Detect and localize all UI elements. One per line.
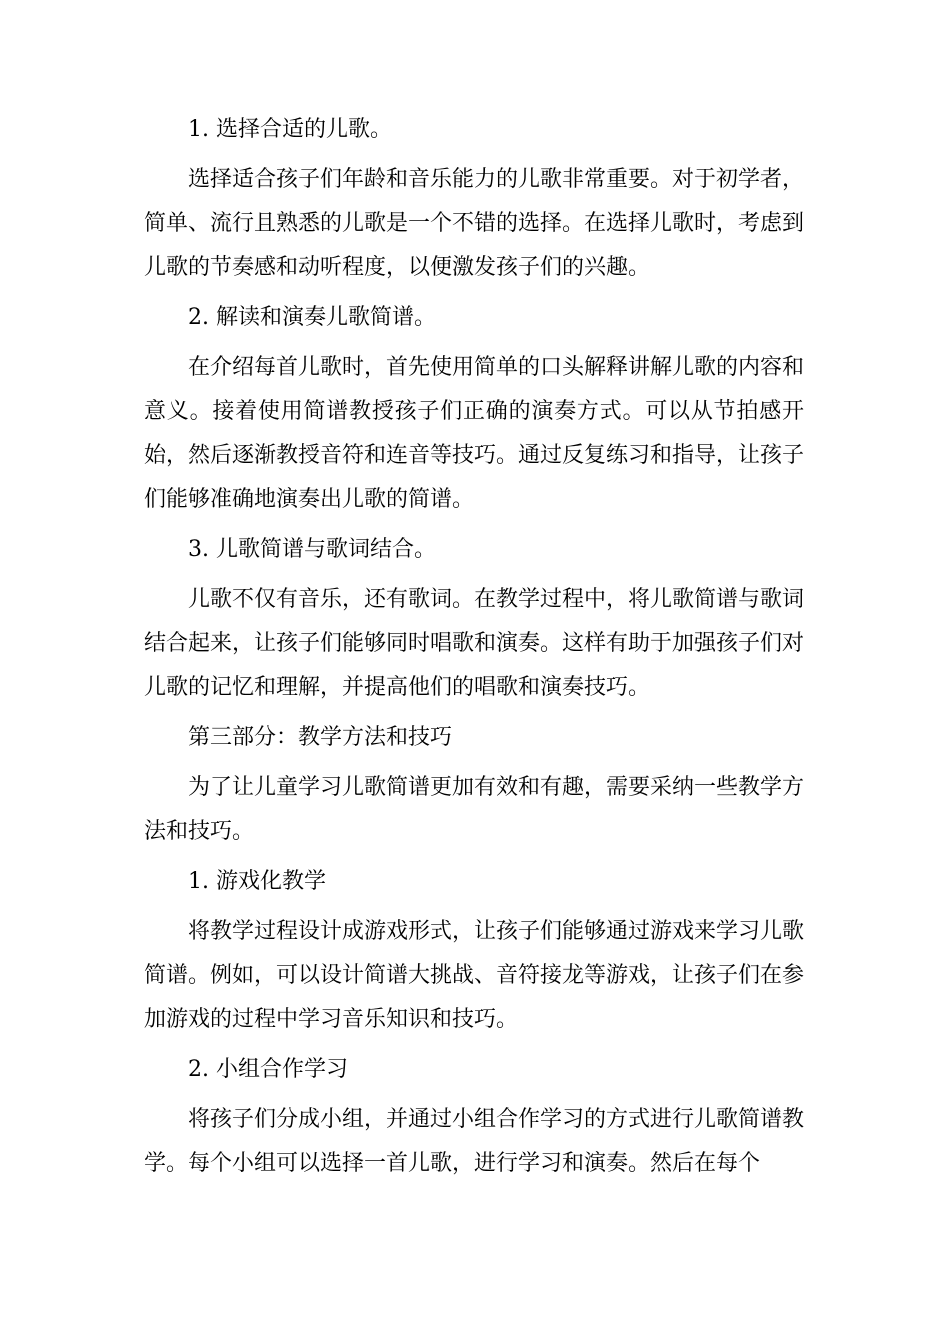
body-paragraph: 为了让儿童学习儿歌简谱更加有效和有趣，需要采纳一些教学方法和技巧。 [144, 775, 805, 844]
section-heading: 1. 选择合适的儿歌。 [188, 117, 392, 142]
body-paragraph: 将教学过程设计成游戏形式，让孩子们能够通过游戏来学习儿歌简谱。例如，可以设计简谱大挑战、音符接龙等游戏，让孩子们在参加游戏的过程中学习音乐知识和技巧。 [144, 919, 805, 1032]
body-paragraph: 将孩子们分成小组，并通过小组合作学习的方式进行儿歌简谱教学。每个小组可以选择一首儿歌，进行学习和演奏。然后在每个 [144, 1107, 805, 1176]
body-paragraph: 选择适合孩子们年龄和音乐能力的儿歌非常重要。对于初学者，简单、流行且熟悉的儿歌是一个不错的选择。在选择儿歌时，考虑到儿歌的节奏感和动听程度，以便激发孩子们的兴趣。 [144, 167, 805, 280]
section-heading: 2. 小组合作学习 [188, 1057, 348, 1082]
section-heading: 1. 游戏化教学 [188, 869, 326, 894]
document-body [144, 108, 804, 1186]
section-heading: 2. 解读和演奏儿歌简谱。 [188, 305, 436, 330]
body-paragraph: 儿歌不仅有音乐，还有歌词。在教学过程中，将儿歌简谱与歌词结合起来，让孩子们能够同时唱歌和演奏。这样有助于加强孩子们对儿歌的记忆和理解，并提高他们的唱歌和演奏技巧。 [144, 587, 805, 700]
section-heading: 3. 儿歌简谱与歌词结合。 [188, 537, 436, 562]
body-paragraph: 在介绍每首儿歌时，首先使用简单的口头解释讲解儿歌的内容和意义。接着使用简谱教授孩子们正确的演奏方式。可以从节拍感开始，然后逐渐教授音符和连音等技巧。通过反复练习和指导，让孩子们能够准确地演奏出儿歌的简谱。 [144, 355, 805, 512]
part-heading: 第三部分：教学方法和技巧 [188, 725, 453, 750]
